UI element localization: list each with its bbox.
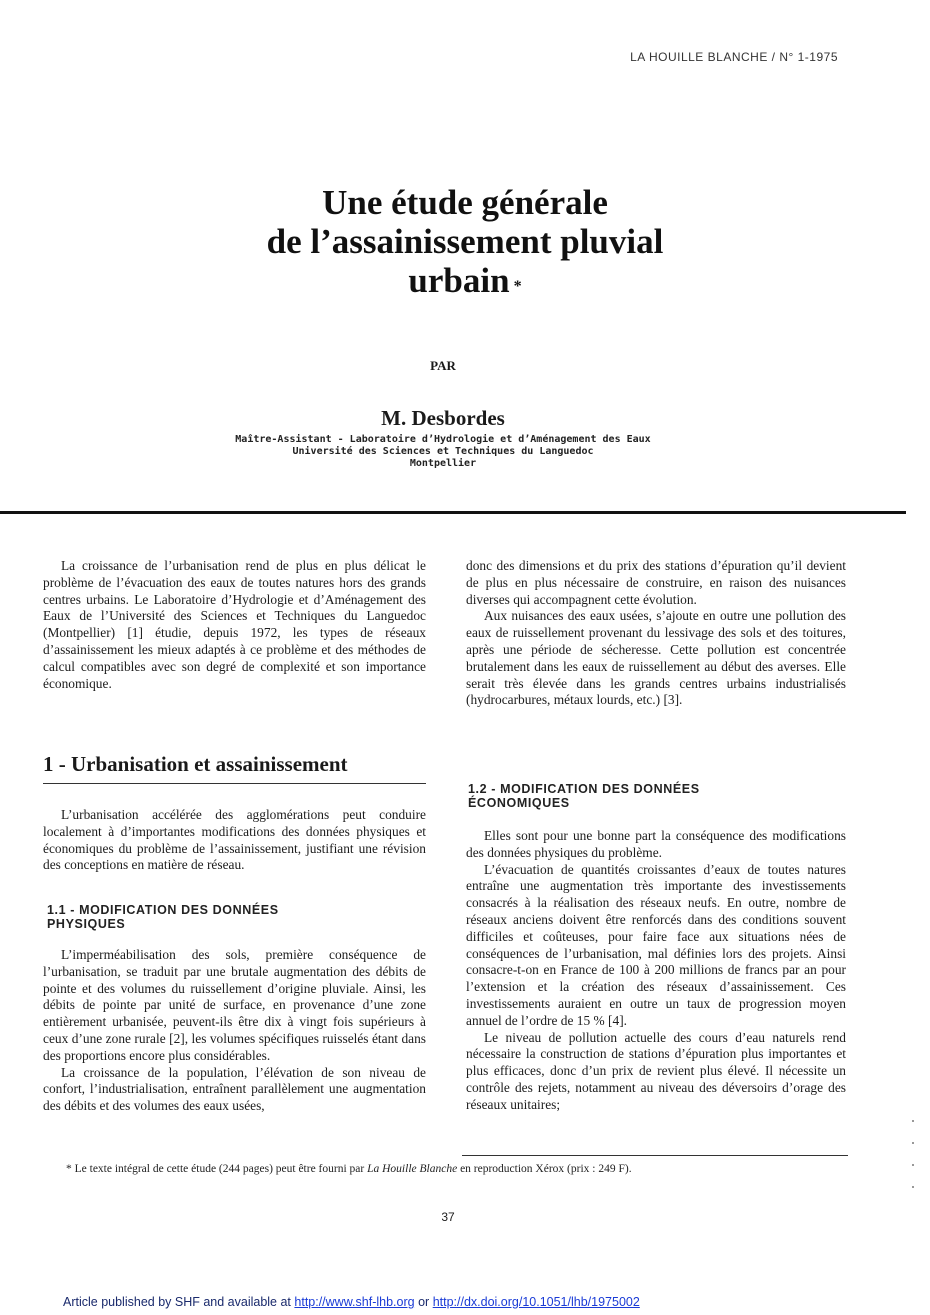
subsection-1-2-body — [466, 828, 846, 1114]
section-1-body — [43, 807, 426, 874]
section-1-paragraph: L’urbanisation accélérée des agglomérations peut conduire localement à d’importantes modifications des données physiques et économiques du problème de l’assainissement, justifiant une révision des conceptions en matière de réseau. — [43, 807, 426, 873]
subsection-1-2-paragraph-3: Le niveau de pollution actuelle des cours d’eau naturels rend nécessaire la construction de stations d’épuration plus importantes et plus efficaces, donc d’un prix de revient plus élevé. Il nécessite un contrôle des rejets, notamment au niveau des déversoirs d’orage des réseaux unitaires; — [466, 1029, 846, 1112]
intro-paragraph-block — [43, 558, 426, 692]
doi-link[interactable]: http://dx.doi.org/10.1051/lhb/1975002 — [432, 1295, 640, 1309]
publisher-credit — [63, 1295, 640, 1309]
subsection-1-1-line-1: 1.1 - MODIFICATION DES DONNÉES — [47, 903, 279, 917]
author-name: M. Desbordes — [381, 406, 505, 430]
subsection-1-2-line-1: 1.2 - MODIFICATION DES DONNÉES — [468, 782, 700, 796]
subsection-1-1-paragraph-1: L’imperméabilisation des sols, première conséquence de l’urbanisation, se traduit par une brutale augmentation des débits de pointe et des volumes du ruissellement d’origine pluviale. Ainsi, les débits de pointe par unité de surface, en provenance d’une zone entièrement urbanisée, peuvent-ils être dix à vingt fois supérieurs à ceux d’une zone rurale [2], les volumes spécifiques ruisselés étant dans des proportions encore plus considérables. — [43, 947, 426, 1063]
author-affiliation — [0, 434, 886, 470]
footnote-text-before: Le texte intégral de cette étude (244 pages) peut être fourni par — [74, 1163, 365, 1175]
journal-reference: LA HOUILLE BLANCHE / N° 1-1975 — [630, 50, 838, 64]
subsection-1-1-body — [43, 947, 426, 1115]
scan-dot — [912, 1120, 914, 1122]
footnote — [66, 1163, 632, 1175]
credit-middle: or — [418, 1295, 430, 1309]
subsection-1-2-paragraph-2: L’évacuation de quantités croissantes d’eaux de toutes natures entraîne une augmentation très importante des investissements consacrés à la réalisation des réseaux neufs. En outre, nombre de réseaux anciens doivent être renforcés dans des conditions souvent difficiles et coûteuses, pour faire face aux situations nées de conséquences de l’urbanisation, mal définies lors des projets. Ainsi consacre-t-on en France de 100 à 200 millions de francs par an pour l’extension et la création des réseaux d’assainissement. Ces investissements auraient en outre un taux de progression moyen annuel de l’ordre de 15 % [4]. — [466, 861, 846, 1028]
title-line-3-text: urbain — [408, 261, 510, 300]
continuation-paragraph: donc des dimensions et du prix des stations d’épuration qu’il devient de plus en plus nécessaire de construire, en raison des nuisances diverses qui accompagnent cette évolution. — [466, 558, 846, 607]
title-footnote-mark: * — [513, 278, 522, 295]
scan-dot — [912, 1186, 914, 1188]
credit-prefix: Article published by SHF and available at — [63, 1295, 291, 1309]
subsection-1-1-paragraph-2: La croissance de la population, l’élévation de son niveau de confort, l’industrialisation, entraînent parallèlement une augmentation des débits et des volumes des eaux usées, — [43, 1064, 426, 1114]
subsection-1-1-heading — [47, 903, 279, 931]
byline-par: PAR — [430, 358, 456, 373]
scan-dot — [912, 1164, 914, 1166]
title-line-1: Une étude générale — [322, 183, 608, 222]
affiliation-line-3: Montpellier — [409, 458, 477, 469]
section-1-underline — [43, 783, 426, 784]
right-column-top — [466, 558, 846, 709]
subsection-1-2-line-2: ÉCONOMIQUES — [468, 796, 570, 810]
footnote-journal: La Houille Blanche — [367, 1163, 458, 1175]
subsection-1-2-paragraph-1: Elles sont pour une bonne part la conséquence des modifications des données physiques du problème. — [466, 828, 846, 860]
scan-dot — [912, 1142, 914, 1144]
section-1-title: 1 - Urbanisation et assainissement — [43, 752, 348, 776]
affiliation-line-2: Université des Sciences et Techniques du Languedoc — [292, 446, 594, 457]
footnote-mark: * — [66, 1163, 72, 1175]
article-title — [0, 183, 930, 300]
subsection-1-1-line-2: PHYSIQUES — [47, 917, 126, 931]
pollution-paragraph: Aux nuisances des eaux usées, s’ajoute en outre une pollution des eaux de ruissellement provenant du lessivage des sols et des toitures, après une période de sécheresse. Cette pollution est concentrée brutalement dans les eaux de ruissellement au début des averses. Elle serait très élevée dans les grands centres urbains industrialisés (hydrocarbures, métaux lourds, etc.) [3]. — [466, 608, 846, 708]
footnote-text-after: en reproduction Xérox (prix : 249 F). — [460, 1163, 632, 1175]
intro-paragraph: La croissance de l’urbanisation rend de plus en plus délicat le problème de l’évacuation des eaux de toutes natures hors des grands centres urbains. Le Laboratoire d’Hydrologie et d’Aménagement des Eaux de l’Université des Sciences et Techniques du Languedoc (Montpellier) [1] étudie, depuis 1972, les types de réseaux d’assainissement les mieux adaptés à ce problème et des méthodes de calcul compatibles avec son degré de complexité et son importance économique. — [43, 558, 426, 691]
title-line-3 — [0, 261, 930, 300]
footnote-divider — [462, 1155, 848, 1156]
title-line-2: de l’assainissement pluvial — [266, 222, 664, 261]
header-divider — [0, 511, 906, 514]
affiliation-line-1: Maître-Assistant - Laboratoire d’Hydrologie et d’Aménagement des Eaux — [235, 434, 651, 445]
margin-scan-marks — [912, 1120, 916, 1208]
shf-lhb-link[interactable]: http://www.shf-lhb.org — [294, 1295, 415, 1309]
page-number: 37 — [441, 1210, 455, 1224]
subsection-1-2-heading — [468, 782, 700, 810]
